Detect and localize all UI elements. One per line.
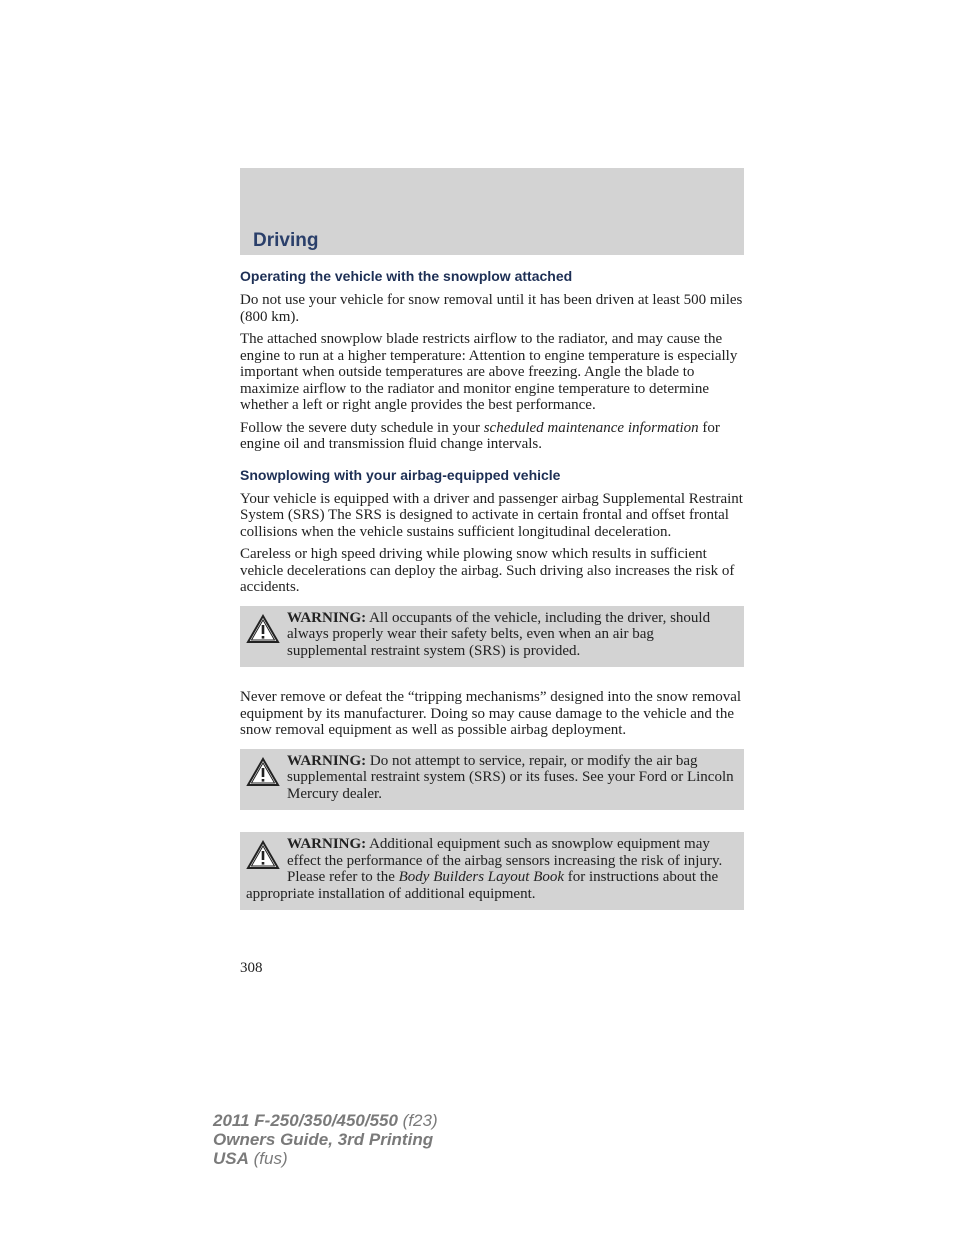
heading-snowplow-operation: Operating the vehicle with the snowplow attached: [240, 268, 573, 284]
footer-code: (f23): [397, 1111, 438, 1130]
footer-line: [213, 1149, 438, 1168]
paragraph: [240, 420, 744, 453]
warning-label: WARNING:: [287, 836, 367, 852]
warning-triangle-icon: [246, 757, 280, 787]
paragraph: Your vehicle is equipped with a driver and passenger airbag Supplemental Restraint System (SRS) The SRS is designed to activate in certain frontal and offset frontal collisions when the vehicle sustains sufficient longitudinal deceleration.: [240, 490, 743, 540]
paragraph: Never remove or defeat the “tripping mechanisms” designed into the snow removal equipment by its manufacturer. Doing so may cause damage to the vehicle and the snow removal equipment as well as possible airbag deployment.: [240, 689, 742, 738]
warning-label: WARNING:: [287, 752, 367, 769]
document-footer: [213, 1111, 438, 1168]
warning-text: for instructions about the appropriate installation of additional equipment.: [246, 869, 719, 902]
warning-text: Additional equipment such as snowplow equipment may effect the performance of the airbag sensors increasing the risk of injury. Please refer to the: [287, 836, 723, 885]
paragraph: Careless or high speed driving while plowing snow which results in sufficient vehicle decelerations can deploy the airbag. Such driving also increases the risk of accidents.: [240, 546, 735, 595]
warning-text: All occupants of the vehicle, including the driver, should always properly wear their safety belts, even when an air bag supplemental restraint system (SRS) is provided.: [287, 609, 711, 659]
warning-label: WARNING:: [287, 609, 367, 626]
paragraph: Do not use your vehicle for snow removal until it has been driven at least 500 miles (800 km).: [240, 292, 743, 325]
warning-box: [240, 832, 744, 910]
warning-triangle-icon: [246, 614, 280, 644]
footer-model: 2011 F-250/350/450/550: [213, 1111, 398, 1130]
text: for engine oil and transmission fluid change intervals.: [240, 419, 720, 452]
warning-text: Do not attempt to service, repair, or modify the air bag supplemental restraint system (SRS) or its fuses. See your Ford or Lincoln Mercury dealer.: [287, 752, 734, 802]
footer-edition: Owners Guide, 3rd Printing: [213, 1130, 434, 1149]
footer-code: (fus): [248, 1149, 288, 1168]
paragraph: The attached snowplow blade restricts airflow to the radiator, and may cause the engine to run at a higher temperature: Attention to engine temperature is especially important when outside temperatures are above freezing. Angle the blade to maximize airflow to the radiator and monitor engine temperature to determine whether a left or right angle provides the best performance.: [240, 331, 738, 413]
page-number: 308: [240, 960, 263, 976]
main-content: [240, 266, 744, 932]
text: Follow the severe duty schedule in your: [240, 419, 484, 436]
heading-airbag-snowplowing: Snowplowing with your airbag-equipped vehicle: [240, 466, 561, 483]
warning-box: [240, 606, 744, 668]
footer-market: USA: [213, 1149, 249, 1168]
footer-line: [213, 1111, 438, 1130]
section-header-band: [240, 168, 744, 255]
warning-triangle-icon: [246, 840, 280, 870]
italic-reference: Body Builders Layout Book: [398, 869, 565, 885]
warning-box: [240, 749, 744, 811]
section-title: Driving: [253, 230, 319, 251]
italic-reference: scheduled maintenance information: [483, 419, 699, 436]
